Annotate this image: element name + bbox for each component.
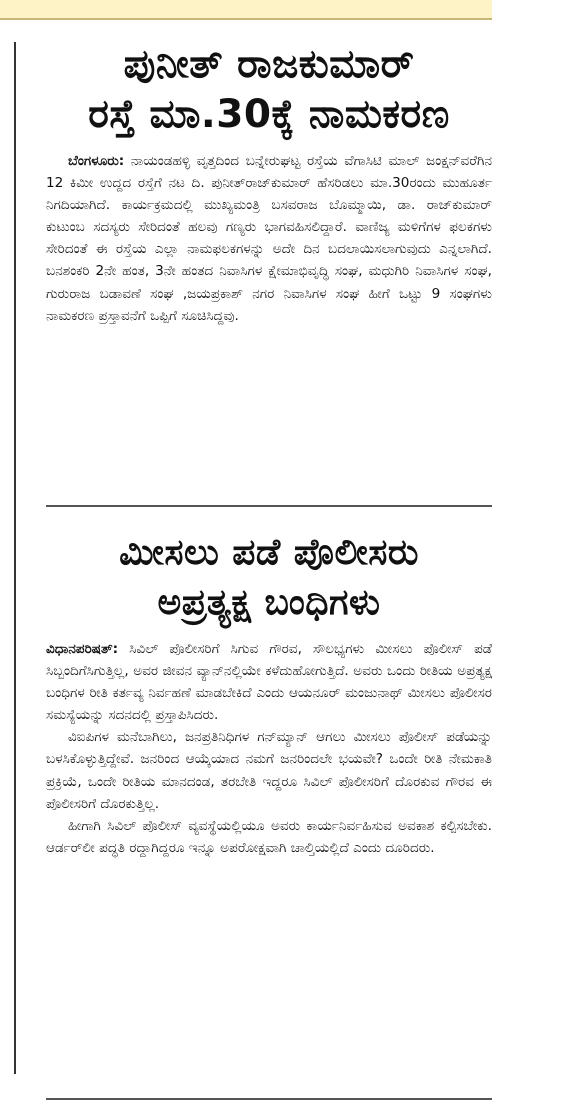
paragraph-text: ನಾಯಂಡಹಳ್ಳಿ ವೃತ್ತದಿಂದ ಬನ್ನೇರುಘಟ್ಟ ರಸ್ತೆಯ ವೆಗಾಸಿಟಿ ಮಾಲ್ ಜಂಕ್ಷನ್‌ವರೆಗಿನ 12 ಕಿಮೀ ಉದ್ದದ ರಸ್ತೆಗೆ ನಟ ದಿ. ಪುನೀತ್‌ರಾಜ್‌ಕುಮಾರ್ ಹೆಸರಿಡಲು ಮಾ.30ರಂದು ಮುಹೂರ್ತ ನಿಗದಿಯಾಗಿದೆ. ಕಾರ್ಯಕ್ರಮದಲ್ಲಿ ಮುಖ್ಯಮಂತ್ರಿ ಬಸವರಾಜ ಬೊಮ್ಮಾಯಿ, ಡಾ. ರಾಜ್‌ಕುಮಾರ್ ಕುಟುಂಬ ಸದಸ್ಯರು ಸೇರಿದಂತೆ ಹಲವು ಗಣ್ಯರು ಭಾಗವಹಿಸಲಿದ್ದಾರೆ. ವಾಣಿಜ್ಯ ಮಳಿಗೆಗಳ ಫಲಕಗಳು ಸೇರಿದಂತೆ ಈ ರಸ್ತೆಯ ಎಲ್ಲಾ ನಾಮಫಲಕಗಳನ್ನು ಅದೇ ದಿನ ಬದಲಾಯಿಸಲಾಗುವುದು ಎನ್ನಲಾಗಿದೆ. ಬನಶಂಕರಿ 2ನೇ ಹಂತ, 3ನೇ ಹಂತದ ನಿವಾಸಿಗಳ ಕ್ಷೇಮಾಭಿವೃದ್ಧಿ ಸಂಘ, ಮಧುಗಿರಿ ನಿವಾಸಿಗಳ ಸಂಘ, ಗುರುರಾಜ ಬಡಾವಣೆ ಸಂಘ ,ಜಯಪ್ರಕಾಶ್ ನಗರ ನಿವಾಸಿಗಳ ಸಂಘ ಹೀಗೆ ಒಟ್ಟು 9 ಸಂಘಗಳು ನಾಮಕರಣ ಪ್ರಸ್ತಾವನೆಗೆ ಒಪ್ಪಿಗೆ ಸೂಚಿಸಿದ್ದವು. <box>46 153 493 324</box>
headline-line-1: ಪುನೀತ್ ರಾಜಕುಮಾರ್ <box>123 42 415 87</box>
headline-line-2: ಅಪ್ರತ್ಯಕ್ಷ ಬಂಧಿಗಳು <box>157 582 381 623</box>
article-divider <box>46 505 492 507</box>
dateline: ಬೆಂಗಳೂರು: <box>68 153 125 169</box>
paragraph-1 <box>46 638 492 726</box>
paragraph <box>46 150 492 327</box>
article-reserve-police <box>46 528 492 859</box>
paragraph-2: ವಿಐಪಿಗಳ ಮನೆಬಾಗಿಲು, ಜನಪ್ರತಿನಿಧಿಗಳ ಗನ್‌ಮ್ಯಾನ್ ಆಗಲು ಮೀಸಲು ಪೊಲೀಸ್ ಪಡೆಯನ್ನು ಬಳಸಿಕೊಳ್ಳುತ್ತಿದ್ದೇವೆ. ಜನರಿಂದ ಆಯ್ಕೆಯಾದ ನಮಗೆ ಜನರಿಂದಲೇ ಭಯವೇ? ಒಂದೇ ರೀತಿ ನೇಮಕಾತಿ ಪ್ರಕ್ರಿಯೆ, ಒಂದೇ ರೀತಿಯ ಮಾನದಂಡ, ತರಬೇತಿ ಇದ್ದರೂ ಸಿವಿಲ್ ಪೊಲೀಸರಿಗೆ ದೊರಕುವ ಗೌರವ ಈ ಪೊಲೀಸರಿಗೆ ದೊರಕುತ್ತಿಲ್ಲ. <box>46 729 492 812</box>
headline-line-2: ರಸ್ತೆ ಮಾ.30ಕ್ಕೆ ನಾಮಕರಣ <box>88 92 450 137</box>
paragraph-text: ಸಿವಿಲ್ ಪೊಲೀಸರಿಗೆ ಸಿಗುವ ಗೌರವ, ಸೌಲಭ್ಯಗಳು ಮೀಸಲು ಪೊಲೀಸ್ ಪಡೆ ಸಿಬ್ಬಂದಿಗೆಸಿಗುತ್ತಿಲ್ಲ, ಅವರ ಜೀವನ ವ್ಯಾನ್‌ನಲ್ಲಿಯೇ ಕಳೆದುಹೋಗುತ್ತಿದೆ. ಅವರು ಒಂದು ರೀತಿಯ ಅಪ್ರತ್ಯಕ್ಷ ಬಂಧಿಗಳ ರೀತಿ ಕರ್ತವ್ಯ ನಿರ್ವಹಣೆ ಮಾಡಬೇಕಿದೆ ಎಂದು ಆಯನೂರ್ ಮಂಜುನಾಥ್ ಮೀಸಲು ಪೊಲೀಸರ ಸಮಸ್ಯೆಯನ್ನು ಸದನದಲ್ಲಿ ಪ್ರಸ್ತಾಪಿಸಿದರು. <box>46 641 492 724</box>
previous-article-strip <box>0 0 492 20</box>
column-rule <box>14 42 16 1074</box>
article-body <box>46 638 492 859</box>
article-puneeth-road <box>46 40 492 327</box>
headline <box>46 40 492 140</box>
dateline: ವಿಧಾನಪರಿಷತ್: <box>46 641 119 657</box>
bottom-divider <box>46 1098 492 1100</box>
headline <box>46 528 492 628</box>
article-body <box>46 150 492 327</box>
paragraph-3: ಹೀಗಾಗಿ ಸಿವಿಲ್ ಪೊಲೀಸ್ ವ್ಯವಸ್ಥೆಯಲ್ಲಿಯೂ ಅವರು ಕಾರ್ಯನಿರ್ವಹಿಸುವ ಅವಕಾಶ ಕಲ್ಪಿಸಬೇಕು. ಆರ್ಡರ್‌ಲೀ ಪದ್ಧತಿ ರದ್ದಾಗಿದ್ದರೂ ಇನ್ನೂ ಅಪರೋಕ್ಷವಾಗಿ ಚಾಲ್ತಿಯಲ್ಲಿದೆ ಎಂದು ದೂರಿದರು. <box>46 817 492 856</box>
headline-line-1: ಮೀಸಲು ಪಡೆ ಪೊಲೀಸರು <box>119 532 419 573</box>
